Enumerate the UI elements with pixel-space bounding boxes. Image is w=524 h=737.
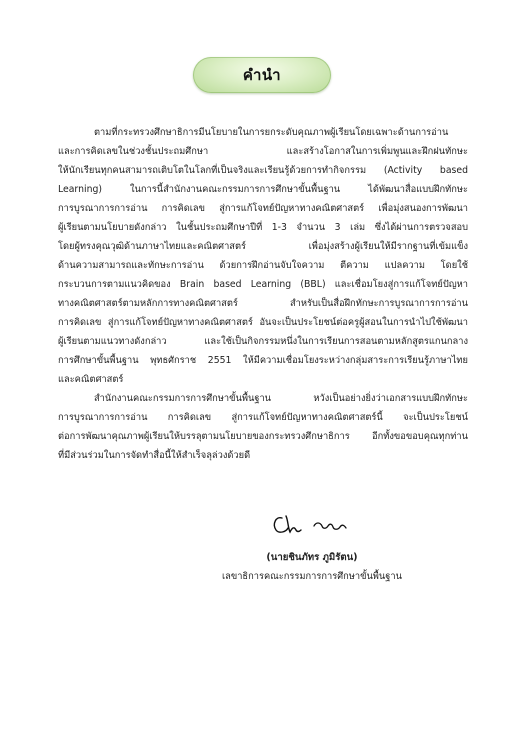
- text-line: การบูรณาการการอ่าน การคิดเลข สู่การแก้โจทย์ปัญหาทางคณิตศาสตร์นี้ จะเป็นประโยชน์: [58, 412, 468, 423]
- text-line: ด้านความสามารถและทักษะการอ่าน ด้วยการฝึกอ่านจับใจความ ตีความ แปลความ โดยใช้: [58, 260, 468, 271]
- paragraph-2: [58, 389, 468, 465]
- text-line: กระบวนการตามแนวคิดของ Brain based Learning (BBL) และเชื่อมโยงสู่การแก้โจทย์ปัญหา: [58, 279, 468, 290]
- paragraph-1: [58, 123, 468, 389]
- foreword-body: [58, 123, 468, 465]
- text-line: การบูรณาการการอ่าน การคิดเลข สู่การแก้โจทย์ปัญหาทางคณิตศาสตร์ เพื่อมุ่งสนองการพัฒนา: [58, 203, 468, 214]
- signature: [268, 510, 358, 540]
- text-line: และคณิตศาสตร์: [58, 374, 124, 385]
- text-line: ตามที่กระทรวงศึกษาธิการมีนโยบายในการยกระดับคุณภาพผู้เรียนโดยเฉพาะด้านการอ่าน: [94, 127, 449, 138]
- text-line: ทางคณิตศาสตร์ตามหลักการทางคณิตศาสตร์ สำหรับเป็นสื่อฝึกทักษะการบูรณาการการอ่าน: [58, 298, 468, 309]
- signer-block: [160, 548, 464, 586]
- text-line: ให้นักเรียนทุกคนสามารถเติบโตในโลกที่เป็นจริงและเรียนรู้ด้วยการทำกิจกรรม (Activity based: [58, 165, 468, 176]
- text-line: Learning) ในการนี้สำนักงานคณะกรรมการการศึกษาขั้นพื้นฐาน ได้พัฒนาสื่อแบบฝึกทักษะ: [58, 184, 468, 195]
- signer-position: เลขาธิการคณะกรรมการการศึกษาขั้นพื้นฐาน: [221, 571, 402, 582]
- text-line: การคิดเลข สู่การแก้โจทย์ปัญหาทางคณิตศาสตร์ อันจะเป็นประโยชน์ต่อครูผู้สอนในการนำไปใช้พัฒนา: [58, 317, 468, 328]
- text-line: ผู้เรียนตามนโยบายดังกล่าว ในชั้นประถมศึกษาปีที่ 1-3 จำนวน 3 เล่ม ซึ่งได้ผ่านการตรวจสอบ: [58, 222, 468, 233]
- title-badge: [193, 57, 331, 93]
- text-line: การศึกษาขั้นพื้นฐาน พุทธศักราช 2551 ให้มีความเชื่อมโยงระหว่างกลุ่มสาระการเรียนรู้ภาษาไทย: [58, 355, 468, 366]
- signer-name: (นายชินภัทร ภูมิรัตน): [266, 552, 358, 563]
- page-title: คำนำ: [242, 66, 282, 84]
- text-line: สำนักงานคณะกรรมการการศึกษาขั้นพื้นฐาน หวังเป็นอย่างยิ่งว่าเอกสารแบบฝึกทักษะ: [94, 393, 468, 404]
- text-line: ที่มีส่วนร่วมในการจัดทำสื่อนี้ให้สำเร็จลุล่วงด้วยดี: [58, 450, 251, 461]
- text-line: โดยผู้ทรงคุณวุฒิด้านภาษาไทยและคณิตศาสตร์ เพื่อมุ่งสร้างผู้เรียนให้มีรากฐานที่เข้มแข็ง: [58, 241, 468, 252]
- text-line: ผู้เรียนตามแนวทางดังกล่าว และใช้เป็นกิจกรรมหนึ่งในการเรียนการสอนตามหลักสูตรแกนกลาง: [58, 336, 468, 347]
- text-line: และการคิดเลขในช่วงชั้นประถมศึกษา และสร้างโอกาสในการเพิ่มพูนและฝึกฝนทักษะ: [58, 146, 468, 157]
- text-line: ต่อการพัฒนาคุณภาพผู้เรียนให้บรรลุตามนโยบายของกระทรวงศึกษาธิการ อีกทั้งขอขอบคุณทุกท่าน: [58, 431, 468, 442]
